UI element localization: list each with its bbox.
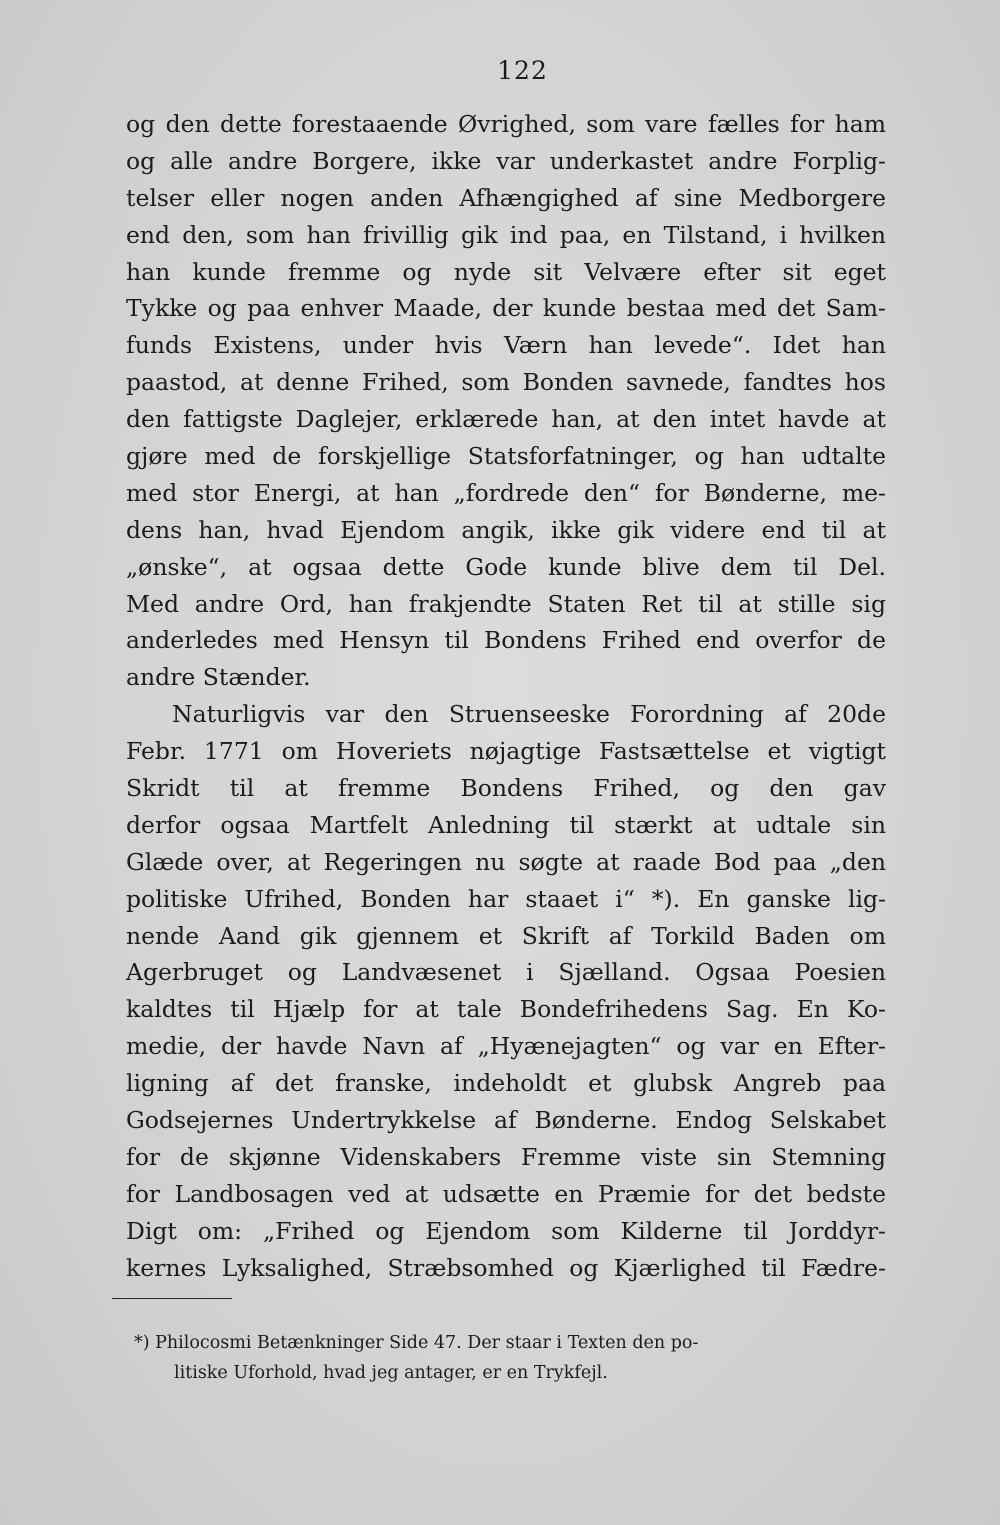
text-line: han kunde fremme og nyde sit Velvære efter sit eget — [126, 257, 886, 286]
text-line: Med andre Ord, han frakjendte Staten Ret til at stille sig — [126, 589, 886, 618]
text-line: Tykke og paa enhver Maade, der kunde bestaa med det Sam- — [126, 294, 886, 323]
text-line: for de skjønne Videnskabers Fremme viste sin Stemning — [126, 1142, 886, 1171]
text-line: medie, der havde Navn af „Hyænejagten“ og var en Efter- — [126, 1032, 886, 1061]
text-line: Glæde over, at Regeringen nu søgte at raade Bod paa „den — [126, 847, 886, 876]
text-line: den fattigste Daglejer, erklærede han, at den intet havde at — [126, 405, 886, 434]
text-line: med stor Energi, at han „fordrede den“ for Bønderne, me- — [126, 478, 886, 507]
text-line: telser eller nogen anden Afhængighed af sine Medborgere — [126, 183, 886, 212]
text-line: anderledes med Hensyn til Bondens Frihed end overfor de — [126, 626, 886, 655]
text-line: andre Stænder. — [126, 663, 311, 692]
text-line: paastod, at denne Frihed, som Bonden savnede, fandtes hos — [126, 368, 886, 397]
text-line: nende Aand gik gjennem et Skrift af Torkild Baden om — [126, 921, 886, 950]
text-line: ligning af det franske, indeholdt et glubsk Angreb paa — [126, 1069, 886, 1098]
footnote-line: litiske Uforhold, hvad jeg antager, er en Trykfejl. — [174, 1363, 608, 1383]
text-line: derfor ogsaa Martfelt Anledning til stærkt at udtale sin — [126, 810, 886, 839]
body-text — [126, 106, 886, 1287]
text-line: Godsejernes Undertrykkelse af Bønderne. Endog Selskabet — [126, 1106, 886, 1135]
footnote-divider — [112, 1298, 232, 1299]
footnote — [134, 1328, 874, 1388]
text-line: end den, som han frivillig gik ind paa, en Tilstand, i hvilken — [126, 220, 886, 249]
text-line: kernes Lyksalighed, Stræbsomhed og Kjærlighed til Fædre- — [126, 1253, 886, 1282]
text-line: gjøre med de forskjellige Statsforfatninger, og han udtalte — [126, 442, 886, 471]
text-line: „ønske“, at ogsaa dette Gode kunde blive dem til Del. — [126, 552, 886, 581]
text-line: politiske Ufrihed, Bonden har staaet i“ *). En ganske lig- — [126, 884, 886, 913]
text-line: kaldtes til Hjælp for at tale Bondefrihedens Sag. En Ko- — [126, 995, 886, 1024]
page-number: 122 — [497, 56, 548, 85]
text-line: for Landbosagen ved at udsætte en Præmie for det bedste — [126, 1179, 886, 1208]
text-line: Digt om: „Frihed og Ejendom som Kilderne til Jorddyr- — [126, 1216, 886, 1245]
text-line: funds Existens, under hvis Værn han levede“. Idet han — [126, 331, 886, 360]
text-line: og den dette forestaaende Øvrighed, som vare fælles for ham — [126, 110, 886, 138]
text-line: Febr. 1771 om Hoveriets nøjagtige Fastsættelse et vigtigt — [126, 737, 886, 766]
text-line: Agerbruget og Landvæsenet i Sjælland. Ogsaa Poesien — [126, 958, 886, 987]
text-line: Naturligvis var den Struenseeske Forordning af 20de — [172, 700, 886, 729]
text-line: og alle andre Borgere, ikke var underkastet andre Forplig- — [126, 146, 886, 175]
footnote-line: *) Philocosmi Betænkninger Side 47. Der staar i Texten den po- — [134, 1333, 699, 1353]
text-line: Skridt til at fremme Bondens Frihed, og den gav — [126, 774, 886, 803]
text-line: dens han, hvad Ejendom angik, ikke gik videre end til at — [126, 515, 886, 544]
